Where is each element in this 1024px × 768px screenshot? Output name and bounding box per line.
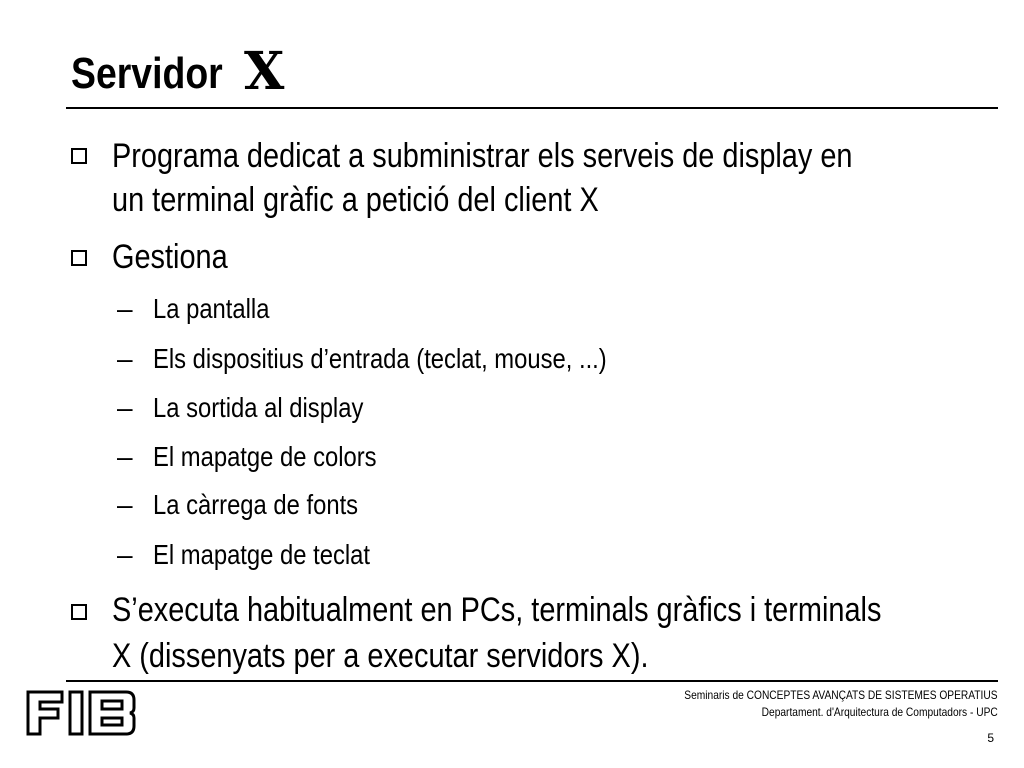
dash-icon: –	[117, 539, 133, 570]
bullet-1-line-1: Programa dedicat a subministrar els serveis de display en	[112, 137, 853, 175]
bullet-3-line-2: X (dissenyats per a executar servidors X).	[112, 637, 649, 675]
fib-logo	[26, 690, 138, 736]
footer-department-line: Departament. d'Arquitectura de Computadors - UPC	[761, 705, 998, 719]
sub-bullet-5: La càrrega de fonts	[153, 489, 359, 520]
sub-bullet-2: Els dispositius d’entrada (teclat, mouse, ...)	[153, 343, 607, 374]
dash-icon: –	[117, 293, 133, 324]
bullet-box-icon	[71, 250, 87, 266]
dash-icon: –	[117, 441, 133, 472]
dash-icon: –	[117, 489, 133, 520]
sub-bullet-3: La sortida al display	[153, 392, 364, 423]
bullet-box-icon	[71, 148, 87, 164]
dash-icon: –	[117, 343, 133, 374]
footer-divider	[66, 680, 998, 682]
bullet-2-line-1: Gestiona	[112, 238, 228, 276]
sub-bullet-1: La pantalla	[153, 293, 270, 324]
bullet-1-line-2: un terminal gràfic a petició del client X	[112, 181, 599, 219]
slide-title	[71, 41, 285, 102]
x-symbol: X	[244, 41, 285, 102]
title-divider	[66, 107, 998, 109]
bullet-3-line-1: S’executa habitualment en PCs, terminals gràfics i terminals	[112, 591, 882, 629]
bullet-box-icon	[71, 604, 87, 620]
footer-course-line: Seminaris de CONCEPTES AVANÇATS DE SISTEMES OPERATIUS	[684, 688, 998, 702]
slide-title-text: Servidor	[71, 49, 223, 98]
sub-bullet-6: El mapatge de teclat	[153, 539, 370, 570]
sub-bullet-4: El mapatge de colors	[153, 441, 377, 472]
page-number: 5	[987, 731, 994, 745]
dash-icon: –	[117, 392, 133, 423]
